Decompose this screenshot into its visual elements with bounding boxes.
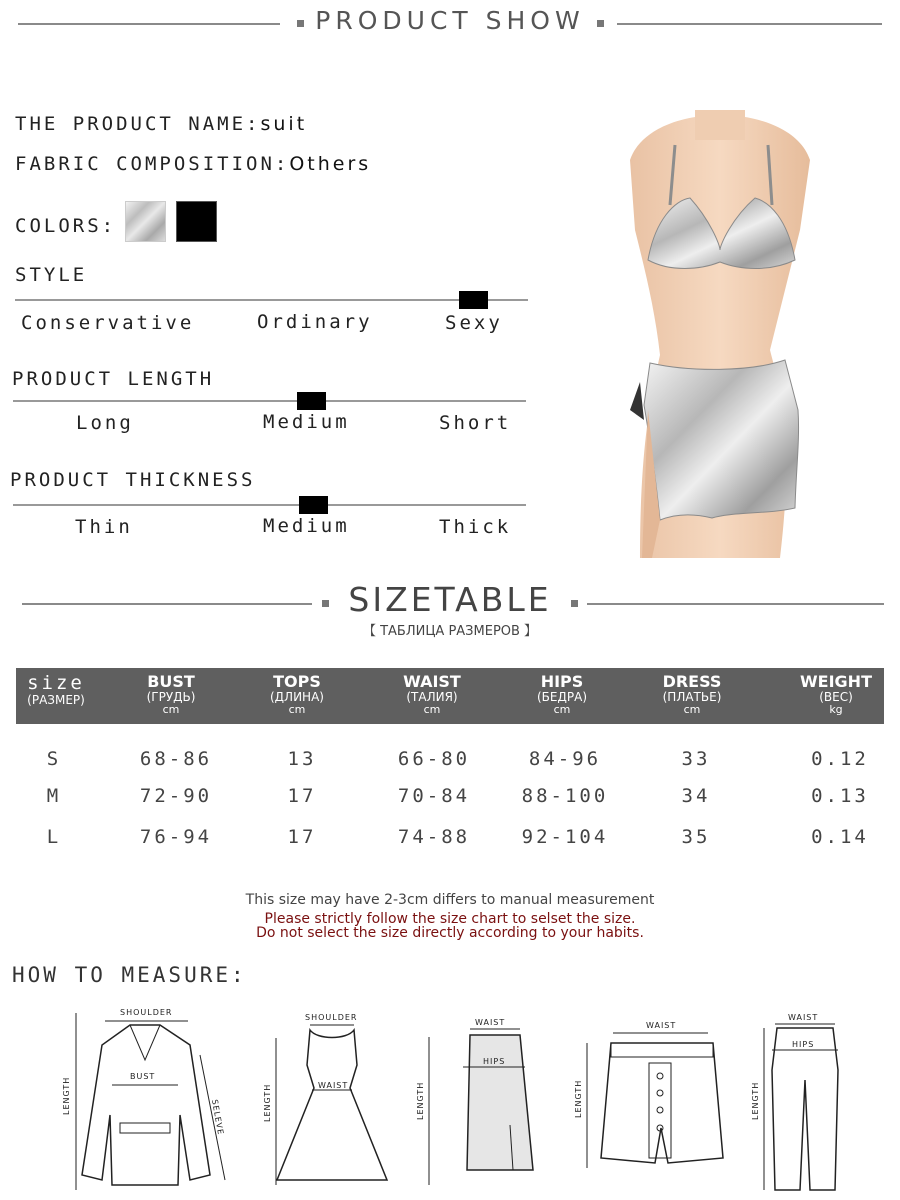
length-option-medium: Medium (263, 411, 350, 433)
shorts-waist-label: WAIST (646, 1021, 677, 1030)
cell-weight: 0.14 (811, 826, 869, 848)
dress-diagram (262, 1010, 402, 1195)
color-swatch-black[interactable] (176, 201, 217, 242)
thickness-option-thick: Thick (439, 516, 512, 538)
how-to-measure-title: HOW TO MEASURE: (12, 963, 247, 987)
shoulder-label: SHOULDER (120, 1008, 173, 1017)
col-weight: WEIGHT (ВЕС) kg (800, 672, 872, 716)
size-table-header (16, 668, 884, 724)
style-scale-marker (459, 291, 488, 309)
style-scale-title: STYLE (15, 264, 88, 286)
header-rule-right (617, 23, 882, 25)
note-tolerance: This size may have 2-3cm differs to manual measurement (245, 892, 655, 908)
header-square-right (597, 20, 604, 27)
col-hips: HIPS (БЕДРА) cm (537, 672, 587, 716)
product-name-line (15, 113, 307, 135)
cell-bust: 76-94 (139, 826, 213, 848)
col-size: size (РАЗМЕР) (27, 672, 85, 707)
cell-tops: 17 (287, 785, 317, 807)
fabric-label: FABRIC COMPOSITION: (15, 153, 290, 175)
dress-shoulder-label: SHOULDER (305, 1013, 358, 1022)
shorts-length-label: LENGTH (574, 1079, 583, 1118)
cell-hips: 92-104 (521, 826, 609, 848)
skirt-hips-label: HIPS (483, 1057, 506, 1066)
skirt-diagram (415, 1015, 545, 1190)
sleeve-label: SELEVE (210, 1098, 226, 1136)
skirt-length-label: LENGTH (416, 1081, 425, 1120)
fabric-value: Others (289, 153, 372, 175)
thickness-option-medium: Medium (263, 515, 350, 537)
length-scale-title: PRODUCT LENGTH (12, 368, 215, 390)
cell-bust: 68-86 (139, 748, 213, 770)
cell-waist: 70-84 (397, 785, 471, 807)
colors-label: COLORS: (15, 215, 117, 237)
col-bust: BUST (ГРУДЬ) cm (146, 672, 196, 716)
product-photo (620, 110, 820, 558)
length-label: LENGTH (62, 1076, 71, 1115)
cell-tops: 17 (287, 826, 317, 848)
cell-dress: 33 (681, 748, 711, 770)
length-option-long: Long (76, 412, 134, 434)
sizetable-square-right (571, 600, 578, 607)
note-habits: Do not select the size directly according to your habits. (256, 925, 644, 941)
shorts-diagram (573, 1018, 743, 1173)
cell-waist: 66-80 (397, 748, 471, 770)
sizetable-title: SIZETABLE (348, 580, 552, 619)
cell-size: M (46, 785, 62, 807)
cell-dress: 34 (681, 785, 711, 807)
jacket-diagram (60, 1005, 235, 1195)
cell-weight: 0.13 (811, 785, 869, 807)
sizetable-rule-right (587, 603, 884, 605)
cell-size: S (46, 748, 62, 770)
thickness-scale-line (13, 504, 526, 506)
style-option-conservative: Conservative (21, 312, 195, 334)
cell-dress: 35 (681, 826, 711, 848)
cell-tops: 13 (287, 748, 317, 770)
color-swatch-silver[interactable] (125, 201, 166, 242)
dress-length-label: LENGTH (263, 1083, 272, 1122)
cell-bust: 72-90 (139, 785, 213, 807)
page-title: PRODUCT SHOW (315, 6, 585, 35)
length-scale-line (13, 400, 526, 402)
col-waist: WAIST (ТАЛИЯ) cm (403, 672, 461, 716)
product-name-value: suit (260, 113, 308, 135)
pants-length-label: LENGTH (751, 1081, 760, 1120)
length-option-short: Short (439, 412, 512, 434)
cell-weight: 0.12 (811, 748, 869, 770)
length-scale-marker (297, 392, 326, 410)
style-scale-line (15, 299, 528, 301)
style-option-sexy: Sexy (445, 312, 503, 334)
bust-label: BUST (130, 1072, 156, 1081)
fabric-line (15, 153, 371, 175)
thickness-option-thin: Thin (75, 516, 133, 538)
note-follow-chart: Please strictly follow the size chart to selset the size. (264, 911, 636, 927)
cell-size: L (46, 826, 62, 848)
style-option-ordinary: Ordinary (257, 311, 373, 333)
sizetable-subtitle: 【 ТАБЛИЦА РАЗМЕРОВ 】 (362, 624, 538, 639)
cell-waist: 74-88 (397, 826, 471, 848)
product-name-label: THE PRODUCT NAME: (15, 113, 261, 135)
dress-waist-label: WAIST (318, 1081, 349, 1090)
pants-waist-label: WAIST (788, 1013, 819, 1022)
col-dress: DRESS (ПЛАТЬЕ) cm (662, 672, 722, 716)
col-tops: TOPS (ДЛИНА) cm (270, 672, 324, 716)
pants-hips-label: HIPS (792, 1040, 815, 1049)
pants-diagram (750, 1010, 860, 1195)
cell-hips: 88-100 (521, 785, 609, 807)
cell-hips: 84-96 (528, 748, 602, 770)
skirt-waist-label: WAIST (475, 1018, 506, 1027)
thickness-scale-title: PRODUCT THICKNESS (10, 469, 256, 491)
thickness-scale-marker (299, 496, 328, 514)
